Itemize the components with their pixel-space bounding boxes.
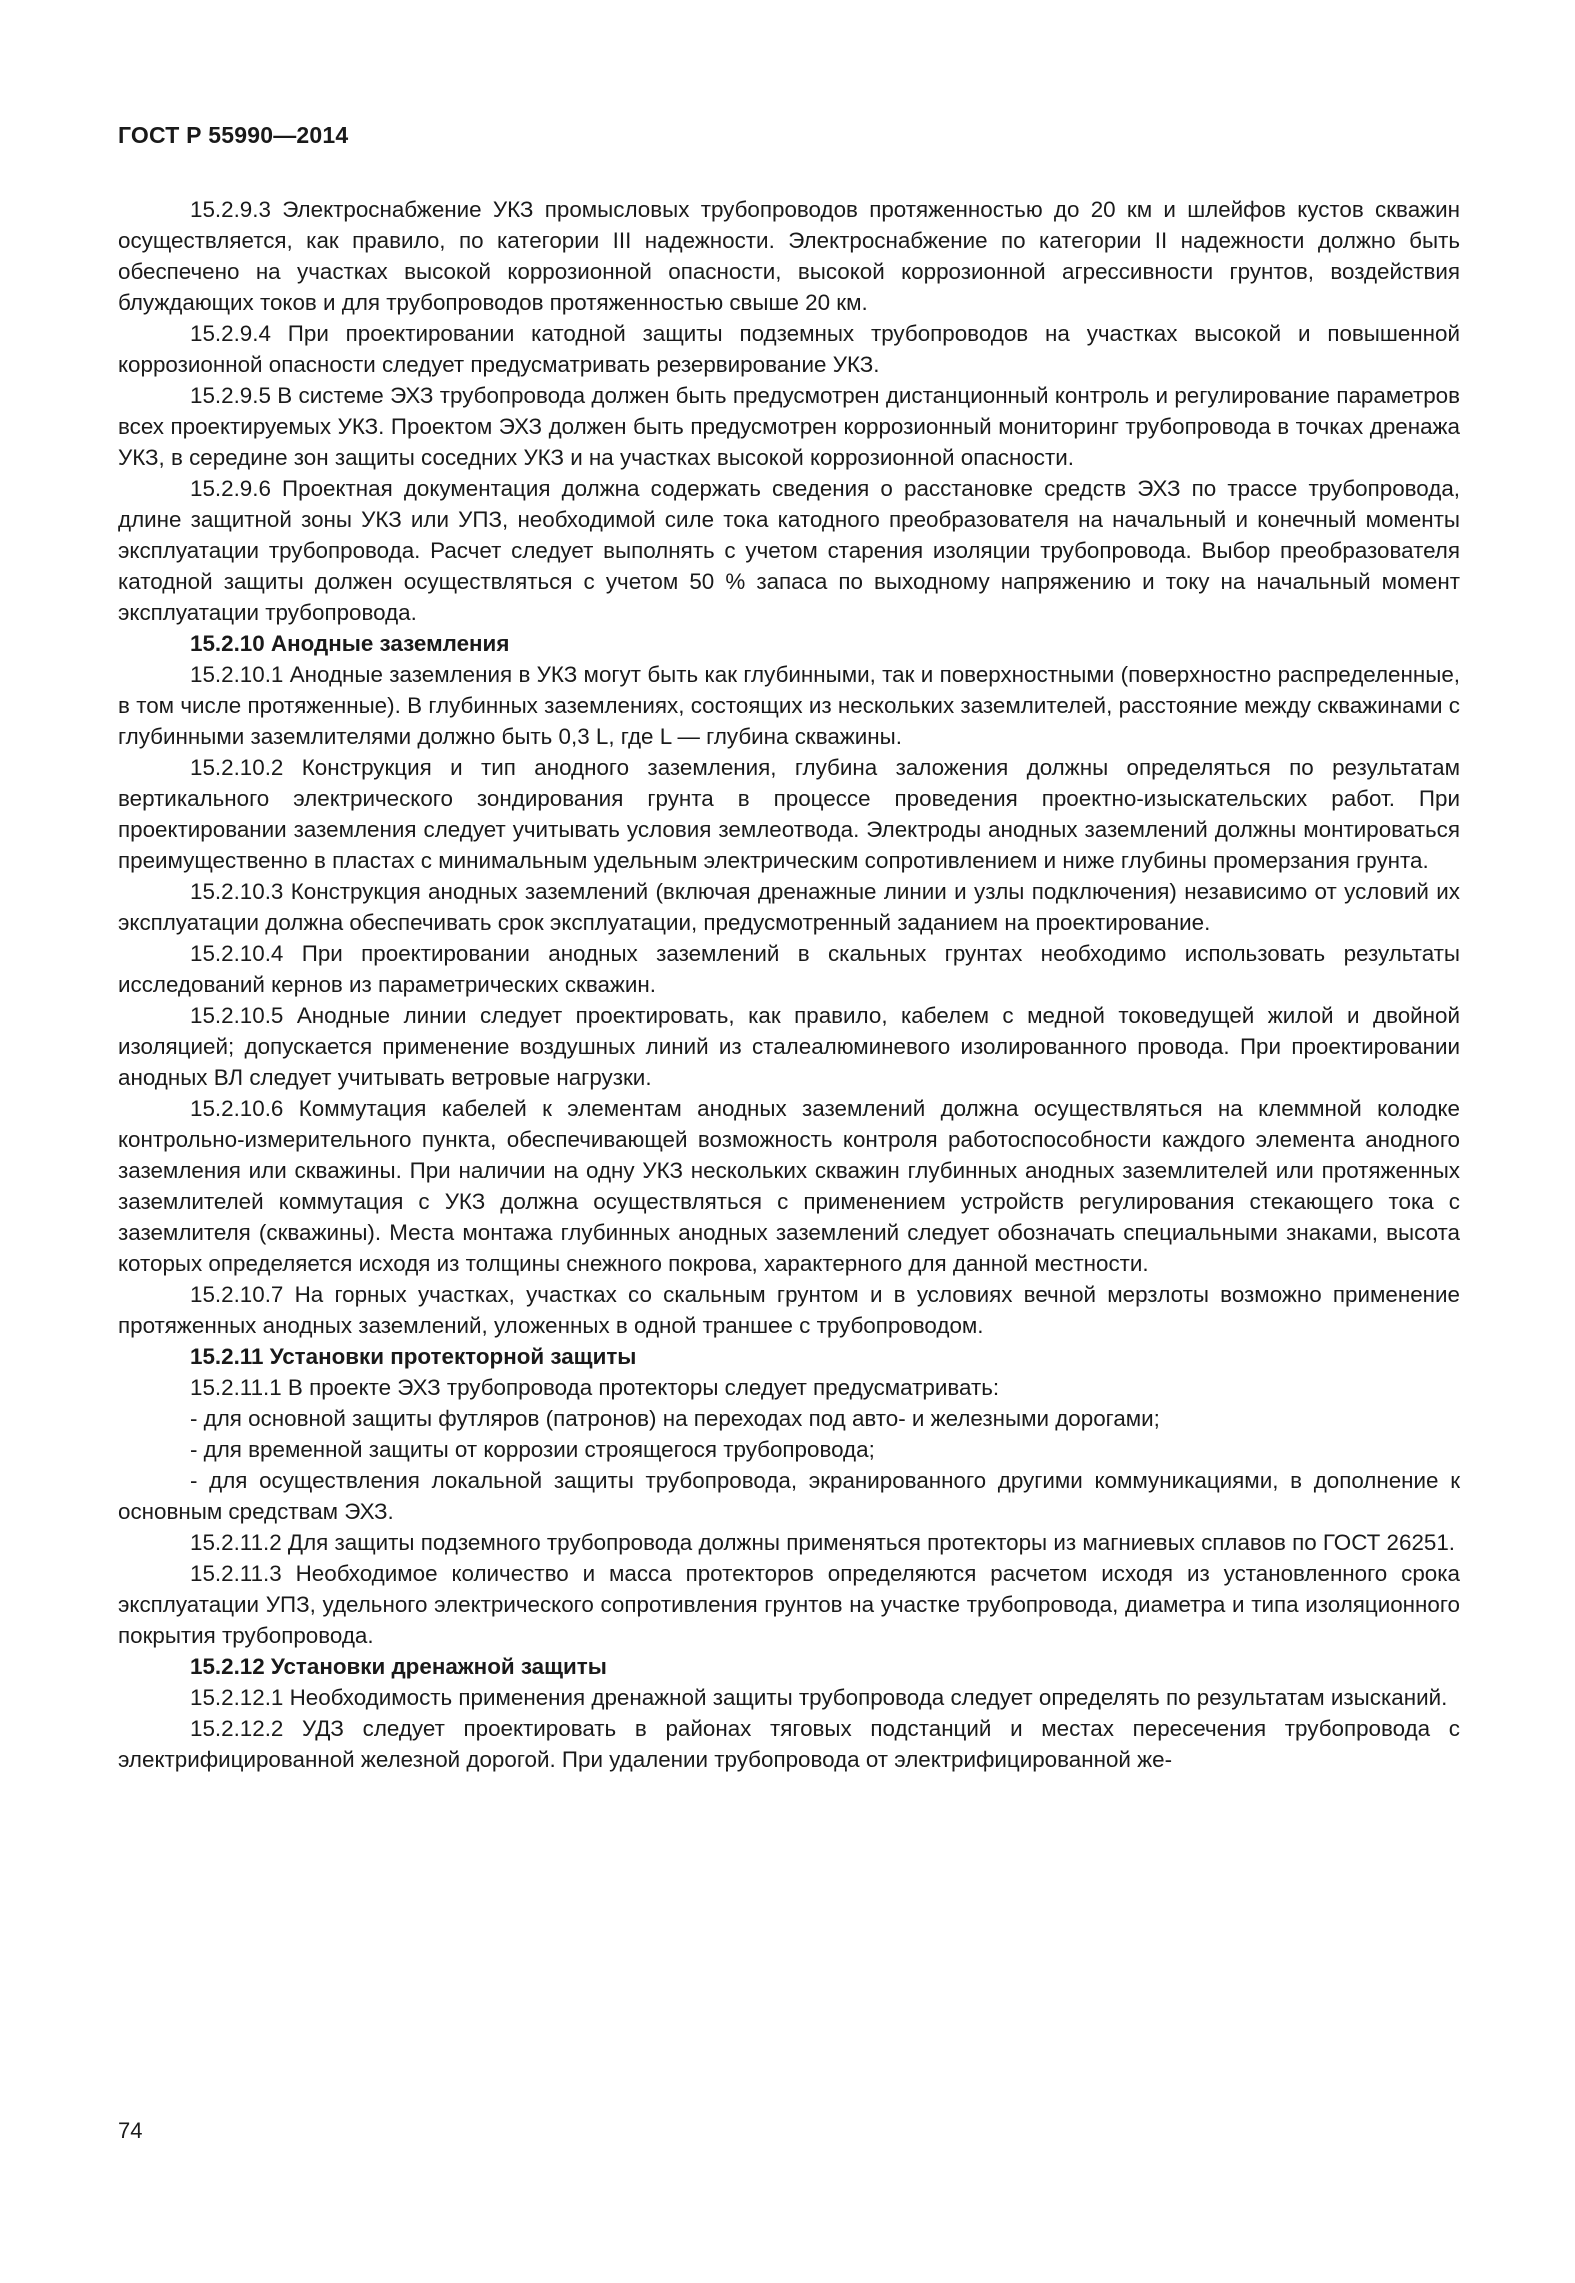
section-heading-15-2-12: 15.2.12 Установки дренажной защиты	[190, 1654, 607, 1679]
list-item-protector-2: - для временной защиты от коррозии строящегося трубопровода;	[190, 1437, 875, 1462]
list-item-protector-3: - для осуществления локальной защиты трубопровода, экранированного другими коммуникациями, в дополнение к основным средствам ЭХЗ.	[118, 1468, 1460, 1524]
paragraph-15-2-10-5: 15.2.10.5 Анодные линии следует проектировать, как правило, кабелем с медной токоведущей жилой и двойной изоляцией; допускается применение воздушных линий из сталеалюминевого изолированного провода. При проектировании анодных ВЛ следует учитывать ветровые нагрузки.	[118, 1003, 1460, 1090]
paragraph-15-2-10-7: 15.2.10.7 На горных участках, участках со скальным грунтом и в условиях вечной мерзлоты возможно применение протяженных анодных заземлений, уложенных в одной траншее с трубопроводом.	[118, 1282, 1460, 1338]
document-body	[118, 194, 1460, 1775]
paragraph-15-2-10-6: 15.2.10.6 Коммутация кабелей к элементам анодных заземлений должна осуществляться на клеммной колодке контрольно-измерительного пункта, обеспечивающей возможность контроля работоспособности каждого элемента анодного заземления или скважины. При наличии на одну УКЗ нескольких скважин глубинных анодных заземлителей или протяженных заземлителей коммутация с УКЗ должна осуществляться с применением устройств регулирования стекающего тока с заземлителя (скважины). Места монтажа глубинных анодных заземлений следует обозначать специальными знаками, высота которых определяется исходя из толщины снежного покрова, характерного для данной местности.	[118, 1096, 1460, 1276]
paragraph-15-2-11-3: 15.2.11.3 Необходимое количество и масса протекторов определяются расчетом исходя из установленного срока эксплуатации УПЗ, удельного электрического сопротивления грунтов на участке трубопровода, диаметра и типа изоляционного покрытия трубопровода.	[118, 1561, 1460, 1648]
paragraph-15-2-10-4: 15.2.10.4 При проектировании анодных заземлений в скальных грунтах необходимо использовать результаты исследований кернов из параметрических скважин.	[118, 941, 1460, 997]
list-item-protector-1: - для основной защиты футляров (патронов) на переходах под авто- и железными дорогами;	[190, 1406, 1160, 1431]
paragraph-15-2-11-2: 15.2.11.2 Для защиты подземного трубопровода должны применяться протекторы из магниевых сплавов по ГОСТ 26251.	[190, 1530, 1456, 1555]
paragraph-15-2-9-3: 15.2.9.3 Электроснабжение УКЗ промысловых трубопроводов протяженностью до 20 км и шлейфов кустов скважин осуществляется, как правило, по категории III надежности. Электроснабжение по категории II надежности должно быть обеспечено на участках высокой коррозионной опасности, высокой коррозионной агрессивности грунтов, воздействия блуждающих токов и для трубопроводов протяженностью свыше 20 км.	[118, 197, 1460, 315]
paragraph-15-2-11-1: 15.2.11.1 В проекте ЭХЗ трубопровода протекторы следует предусматривать:	[190, 1375, 1000, 1400]
document-header: ГОСТ Р 55990—2014	[118, 122, 349, 148]
page-number: 74	[118, 2118, 143, 2143]
paragraph-15-2-12-1: 15.2.12.1 Необходимость применения дренажной защиты трубопровода следует определять по результатам изысканий.	[190, 1685, 1448, 1710]
paragraph-15-2-10-2: 15.2.10.2 Конструкция и тип анодного заземления, глубина заложения должны определяться по результатам вертикального электрического зондирования грунта в процессе проведения проектно-изыскательских работ. При проектировании заземления следует учитывать условия землеотвода. Электроды анодных заземлений должны монтироваться преимущественно в пластах с минимальным удельным электрическим сопротивлением и ниже глубины промерзания грунта.	[118, 755, 1460, 873]
paragraph-15-2-12-2: 15.2.12.2 УДЗ следует проектировать в районах тяговых подстанций и местах пересечения трубопровода с электрифицированной железной дорогой. При удалении трубопровода от электрифицированной же-	[118, 1716, 1460, 1772]
paragraph-15-2-9-5: 15.2.9.5 В системе ЭХЗ трубопровода должен быть предусмотрен дистанционный контроль и регулирование параметров всех проектируемых УКЗ. Проектом ЭХЗ должен быть предусмотрен коррозионный мониторинг трубопровода в точках дренажа УКЗ, в середине зон защиты соседних УКЗ и на участках высокой коррозионной опасности.	[118, 383, 1460, 470]
paragraph-15-2-9-4: 15.2.9.4 При проектировании катодной защиты подземных трубопроводов на участках высокой и повышенной коррозионной опасности следует предусматривать резервирование УКЗ.	[118, 321, 1460, 377]
paragraph-15-2-10-1: 15.2.10.1 Анодные заземления в УКЗ могут быть как глубинными, так и поверхностными (поверхностно распределенные, в том числе протяженные). В глубинных заземлениях, состоящих из нескольких заземлителей, расстояние между скважинами с глубинными заземлителями должно быть 0,3 L, где L — глубина скважины.	[118, 662, 1460, 749]
paragraph-15-2-10-3: 15.2.10.3 Конструкция анодных заземлений (включая дренажные линии и узлы подключения) независимо от условий их эксплуатации должна обеспечивать срок эксплуатации, предусмотренный заданием на проектирование.	[118, 879, 1460, 935]
section-heading-15-2-11: 15.2.11 Установки протекторной защиты	[190, 1344, 637, 1369]
section-heading-15-2-10: 15.2.10 Анодные заземления	[190, 631, 510, 656]
paragraph-15-2-9-6: 15.2.9.6 Проектная документация должна содержать сведения о расстановке средств ЭХЗ по трассе трубопровода, длине защитной зоны УКЗ или УПЗ, необходимой силе тока катодного преобразователя на начальный и конечный моменты эксплуатации трубопровода. Расчет следует выполнять с учетом старения изоляции трубопровода. Выбор преобразователя катодной защиты должен осуществляться с учетом 50 % запаса по выходному напряжению и току на начальный момент эксплуатации трубопровода.	[118, 476, 1460, 625]
